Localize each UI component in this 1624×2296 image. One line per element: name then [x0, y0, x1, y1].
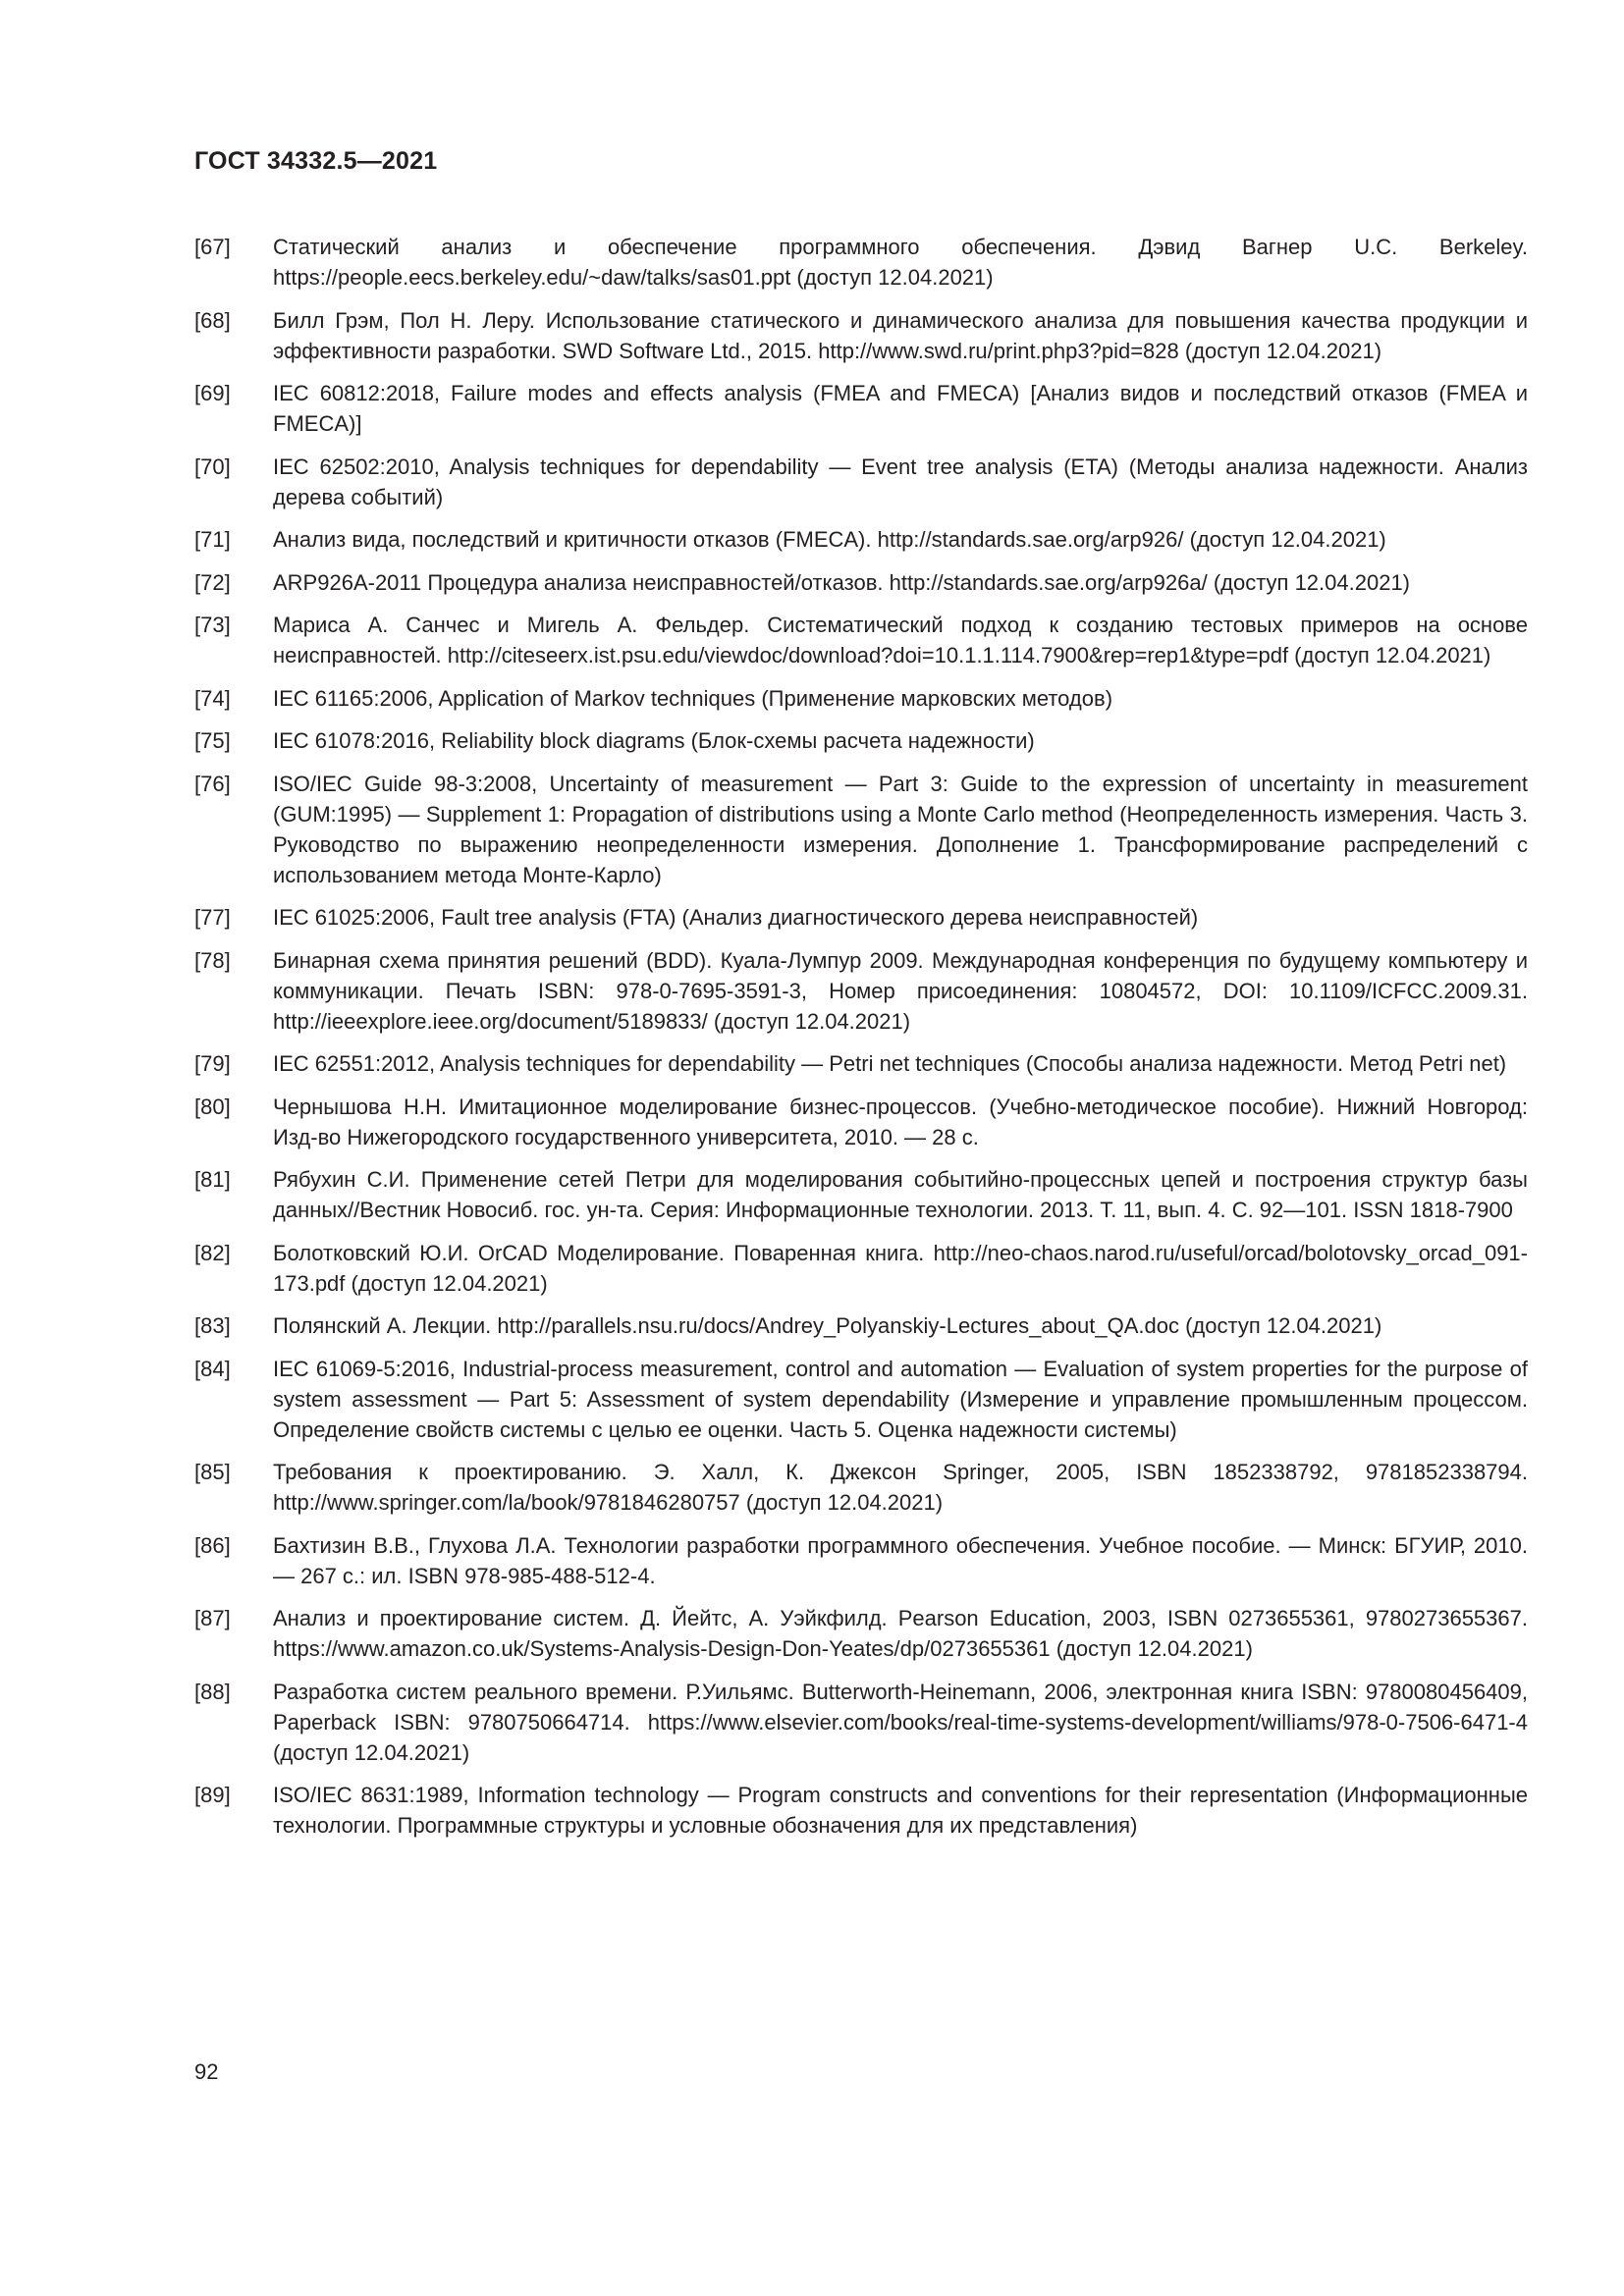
reference-item: [194, 1238, 1528, 1299]
reference-item: [194, 378, 1528, 439]
reference-number: [73]: [194, 613, 231, 637]
reference-item: [194, 232, 1528, 293]
reference-number: [71]: [194, 527, 231, 552]
reference-number: [80]: [194, 1094, 231, 1119]
reference-text: Бинарная схема принятия решений (BDD). Куала-Лумпур 2009. Международная конференция по будущему компьютеру и коммуникации. Печать ISBN: 978-0-7695-3591-3, Номер присоединения: 10804572, DOI: 10.1109/ICFCC.2009.31. http://ieeexplore.ieee.org/document/5189833/ (доступ 12.04.2021): [273, 947, 1528, 1034]
reference-item: [194, 610, 1528, 670]
reference-number: [85]: [194, 1460, 231, 1484]
reference-text: IEC 61025:2006, Fault tree analysis (FTA) (Анализ диагностического дерева неисправностей): [273, 905, 1199, 930]
reference-number: [87]: [194, 1606, 231, 1630]
reference-text: Статический анализ и обеспечение программного обеспечения. Дэвид Вагнер U.C. Berkeley. https://people.eecs.berkeley.edu/~daw/talks/sas01.ppt (доступ 12.04.2021): [273, 235, 1528, 290]
reference-number: [67]: [194, 235, 231, 259]
reference-item: [194, 1677, 1528, 1768]
reference-item: [194, 1530, 1528, 1591]
reference-text: IEC 62502:2010, Analysis techniques for dependability — Event tree analysis (ETA) (Методы анализа надежности. Анализ дерева событий): [273, 454, 1528, 509]
bibliography-list: [194, 232, 1528, 1853]
reference-text: Мариса А. Санчес и Мигель А. Фельдер. Систематический подход к созданию тестовых примеров на основе неисправностей. http://citeseerx.ist.psu.edu/viewdoc/download?doi=10.1.1.114.7900&rep=rep1&type=pdf (доступ 12.04.2021): [273, 613, 1528, 667]
reference-item: [194, 945, 1528, 1037]
reference-item: [194, 1354, 1528, 1445]
reference-item: [194, 452, 1528, 512]
reference-number: [69]: [194, 381, 231, 405]
reference-text: IEC 62551:2012, Analysis techniques for dependability — Petri net techniques (Способы анализа надежности. Метод Petri net): [273, 1051, 1507, 1076]
reference-text: IEC 60812:2018, Failure modes and effects analysis (FMEA and FMECA) [Анализ видов и последствий отказов (FMEA и FMECA)]: [273, 381, 1528, 436]
reference-number: [83]: [194, 1313, 231, 1338]
reference-text: Требования к проектированию. Э. Халл, К. Джексон Springer, 2005, ISBN 1852338792, 9781852338794. http://www.springer.com/la/book/9781846280757 (доступ 12.04.2021): [273, 1460, 1528, 1515]
reference-item: [194, 1092, 1528, 1152]
reference-text: IEC 61069-5:2016, Industrial-process measurement, control and automation — Evaluation of system properties for the purpose of system assessment — Part 5: Assessment of system dependability (Измерение и управление промышленным процессом. Определение свойств системы с целью ее оценки. Часть 5. Оценка надежности системы): [273, 1356, 1528, 1442]
reference-number: [72]: [194, 569, 231, 595]
reference-number: [75]: [194, 728, 231, 753]
reference-item: [194, 1603, 1528, 1664]
reference-text: Чернышова Н.Н. Имитационное моделирование бизнес-процессов. (Учебно-методическое пособие). Нижний Новгород: Изд-во Нижегородского государственного университета, 2010. — 28 с.: [273, 1094, 1528, 1149]
reference-text: ISO/IEC 8631:1989, Information technology — Program constructs and conventions for their representation (Информационные технологии. Программные структуры и условные обозначения для их представления): [273, 1783, 1528, 1838]
reference-item: [194, 1457, 1528, 1518]
reference-item: [194, 1780, 1528, 1841]
document-header: ГОСТ 34332.5—2021: [194, 147, 438, 175]
reference-number: [84]: [194, 1356, 231, 1381]
reference-number: [74]: [194, 685, 231, 711]
page-number: 92: [194, 2059, 219, 2084]
reference-number: [81]: [194, 1167, 231, 1192]
reference-item: [194, 1164, 1528, 1225]
reference-item: [194, 524, 1528, 555]
reference-text: Билл Грэм, Пол Н. Леру. Использование статического и динамического анализа для повышения качества продукции и эффективности разработки. SWD Software Ltd., 2015. http://www.swd.ru/print.php3?pid=828 (доступ 12.04.2021): [273, 307, 1528, 363]
reference-number: [78]: [194, 947, 231, 973]
reference-number: [77]: [194, 905, 231, 930]
reference-text: Анализ и проектирование систем. Д. Йейтс, А. Уэйкфилд. Pearson Education, 2003, ISBN 0273655361, 9780273655367. https://www.amazon.co.uk/Systems-Analysis-Design-Don-Yeates/dp/0273655361 (доступ 12.04.2021): [273, 1606, 1528, 1661]
reference-item: [194, 1310, 1528, 1341]
reference-number: [76]: [194, 771, 231, 796]
reference-number: [82]: [194, 1240, 231, 1265]
reference-text: Рябухин С.И. Применение сетей Петри для моделирования событийно-процессных цепей и построения структур базы данных//Вестник Новосиб. гос. ун-та. Серия: Информационные технологии. 2013. Т. 11, вып. 4. С. 92—101. ISSN 1818-7900: [273, 1167, 1528, 1222]
reference-number: [89]: [194, 1783, 231, 1807]
reference-text: Полянский А. Лекции. http://parallels.nsu.ru/docs/Andrey_Polyanskiy-Lectures_about_QA.doc (доступ 12.04.2021): [273, 1313, 1382, 1338]
reference-number: [68]: [194, 307, 231, 333]
reference-text: Болотковский Ю.И. OrCAD Моделирование. Поваренная книга. http://neo-chaos.narod.ru/useful/orcad/bolotovsky_orcad_091-173.pdf (доступ 12.04.2021): [273, 1240, 1528, 1296]
reference-text: ISO/IEC Guide 98-3:2008, Uncertainty of measurement — Part 3: Guide to the expression of uncertainty in measurement (GUM:1995) — Supplement 1: Propagation of distributions using a Monte Carlo method (Неопределенность измерения. Часть 3. Руководство по выражению неопределенности измерения. Дополнение 1. Трансформирование распределений с использованием метода Монте-Карло): [273, 771, 1528, 887]
reference-number: [88]: [194, 1679, 231, 1704]
reference-item: [194, 683, 1528, 714]
reference-item: [194, 725, 1528, 756]
reference-number: [86]: [194, 1532, 231, 1558]
reference-number: [70]: [194, 454, 231, 479]
reference-text: Анализ вида, последствий и критичности отказов (FMECA). http://standards.sae.org/arp926/ (доступ 12.04.2021): [273, 527, 1386, 552]
reference-item: [194, 1048, 1528, 1079]
reference-text: ARP926A-2011 Процедура анализа неисправностей/отказов. http://standards.sae.org/arp926a/ (доступ 12.04.2021): [273, 569, 1411, 595]
reference-item: [194, 305, 1528, 366]
reference-text: IEC 61165:2006, Application of Markov techniques (Применение марковских методов): [273, 685, 1113, 711]
reference-text: Бахтизин В.В., Глухова Л.А. Технологии разработки программного обеспечения. Учебное пособие. — Минск: БГУИР, 2010. — 267 с.: ил. ISBN 978-985-488-512-4.: [273, 1532, 1528, 1588]
reference-text: IEC 61078:2016, Reliability block diagrams (Блок-схемы расчета надежности): [273, 728, 1035, 753]
reference-item: [194, 769, 1528, 890]
reference-number: [79]: [194, 1051, 231, 1076]
reference-item: [194, 567, 1528, 598]
reference-item: [194, 902, 1528, 933]
reference-text: Разработка систем реального времени. Р.Уильямс. Butterworth-Heinemann, 2006, электронная книга ISBN: 9780080456409, Paperback ISBN: 9780750664714. https://www.elsevier.com/books/real-time-systems-development/williams/978-0-7506-6471-4 (доступ 12.04.2021): [273, 1679, 1528, 1765]
